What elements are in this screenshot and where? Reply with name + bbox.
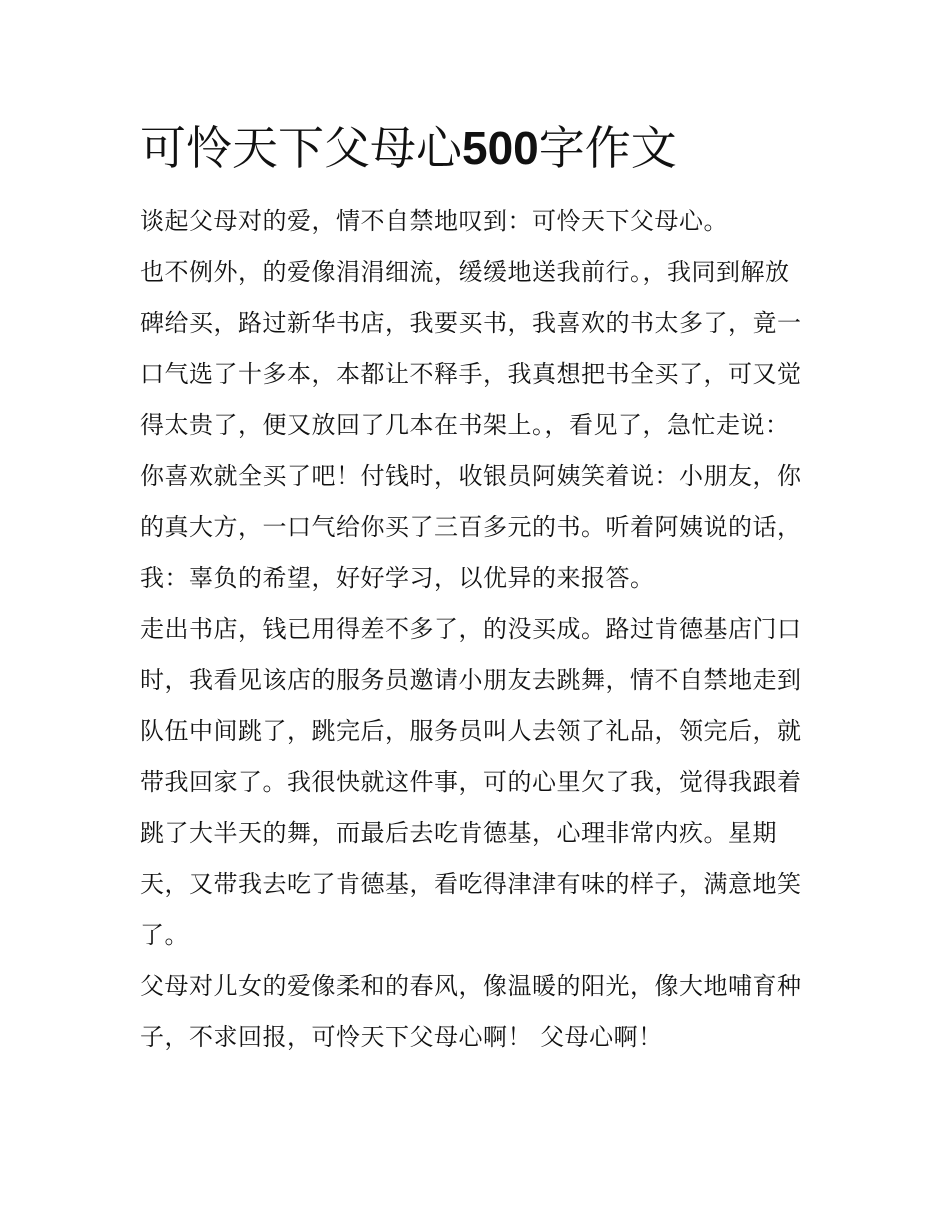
paragraph-3 bbox=[140, 604, 816, 961]
text-line: 时，我看见该店的服务员邀请小朋友去跳舞，情不自禁地走到 bbox=[140, 666, 802, 694]
page-title bbox=[140, 118, 820, 178]
essay-body bbox=[140, 196, 816, 1063]
paragraph-2 bbox=[140, 247, 816, 604]
title-number: 500 bbox=[462, 122, 539, 174]
text-line: 带我回家了。我很快就这件事，可的心里欠了我，觉得我跟着 bbox=[140, 768, 802, 796]
text-line: 队伍中间跳了，跳完后，服务员叫人去领了礼品，领完后，就 bbox=[140, 717, 802, 745]
text-line: 碑给买，路过新华书店，我要买书，我喜欢的书太多了，竟一 bbox=[140, 309, 802, 337]
text-line: 天，又带我去吃了肯德基，看吃得津津有味的样子，满意地笑 bbox=[140, 870, 802, 898]
title-suffix: 字作文 bbox=[538, 121, 677, 175]
text-line: 走出书店，钱已用得差不多了，的没买成。路过肯德基店门口 bbox=[140, 615, 802, 643]
title-prefix: 可怜天下父母心 bbox=[140, 121, 462, 175]
paragraph-1 bbox=[140, 196, 816, 247]
text-line: 我：辜负的希望，好好学习，以优异的来报答。 bbox=[140, 564, 655, 592]
text-line: 了。 bbox=[140, 921, 189, 949]
text-line: 口气选了十多本，本都让不释手，我真想把书全买了，可又觉 bbox=[140, 360, 802, 388]
text-line: 的真大方，一口气给你买了三百多元的书。听着阿姨说的话， bbox=[140, 513, 802, 541]
text-line: 谈起父母对的爱，情不自禁地叹到：可怜天下父母心。 bbox=[140, 207, 728, 235]
text-line: 子，不求回报，可怜天下父母心啊！ 父母心啊！ bbox=[140, 1023, 663, 1051]
paragraph-4 bbox=[140, 961, 816, 1063]
text-line: 得太贵了，便又放回了几本在书架上。，看见了，急忙走说： bbox=[140, 411, 790, 439]
text-line: 跳了大半天的舞，而最后去吃肯德基，心理非常内疚。星期 bbox=[140, 819, 777, 847]
text-line: 你喜欢就全买了吧！付钱时，收银员阿姨笑着说：小朋友，你 bbox=[140, 462, 802, 490]
text-line: 也不例外，的爱像涓涓细流，缓缓地送我前行。，我同到解放 bbox=[140, 258, 790, 286]
text-line: 父母对儿女的爱像柔和的春风，像温暖的阳光，像大地哺育种 bbox=[140, 972, 802, 1000]
